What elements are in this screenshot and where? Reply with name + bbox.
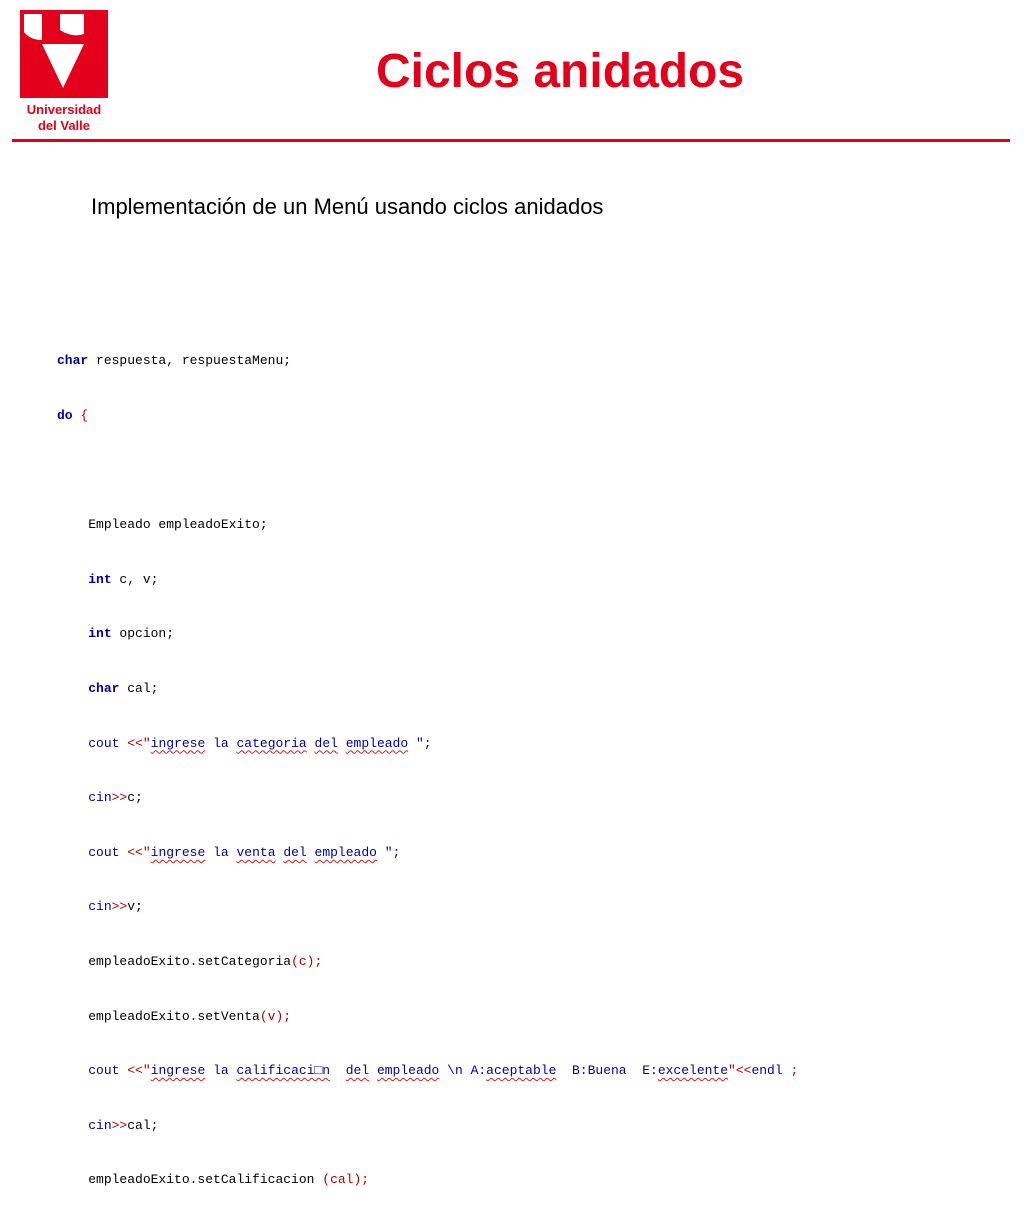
code-text: c;: [127, 790, 143, 806]
code-line: [57, 898, 997, 916]
code-operator: >>: [111, 899, 128, 915]
code-line: [57, 1062, 997, 1080]
code-operator: (v);: [259, 1008, 292, 1024]
code-block: [57, 316, 997, 1208]
code-string: la: [205, 1063, 237, 1079]
code-keyword: int: [88, 626, 112, 642]
code-text: empleadoExito.setVenta: [88, 1008, 260, 1024]
code-text: empleadoExito.setCategoria: [88, 953, 292, 969]
code-string: ingrese: [150, 844, 206, 860]
code-text: v;: [127, 899, 143, 915]
code-string: calificaci□n: [236, 1063, 331, 1079]
code-string: ingrese: [150, 735, 206, 751]
code-string: venta: [236, 844, 276, 860]
code-string: del: [283, 844, 307, 860]
code-string: [330, 1063, 346, 1078]
code-string: [338, 736, 346, 751]
code-text: opcion;: [111, 626, 175, 642]
code-string: [276, 845, 284, 860]
code-operator: >>: [111, 790, 128, 806]
code-text: cal;: [127, 1117, 159, 1133]
code-line: [57, 680, 997, 698]
code-string: [307, 845, 315, 860]
university-name: [18, 102, 110, 134]
code-line: [57, 789, 997, 807]
code-line: [57, 1008, 997, 1026]
code-operator: <<": [119, 844, 151, 860]
code-string: del: [345, 1063, 370, 1079]
code-keyword: cin: [88, 790, 112, 806]
code-line-empty: [57, 462, 997, 480]
code-keyword: cout: [88, 844, 120, 860]
code-text: {: [72, 408, 89, 423]
code-line: [57, 407, 997, 425]
code-operator: >>: [111, 1117, 128, 1133]
code-string: empleado: [345, 735, 409, 751]
code-string: B:Buena E:: [556, 1063, 658, 1079]
code-keyword: cout: [88, 735, 120, 751]
code-string: \n A:: [439, 1063, 487, 1079]
code-keyword: do: [57, 408, 73, 423]
code-operator: (cal);: [314, 1172, 370, 1188]
slide-subtitle: Implementación de un Menú usando ciclos anidados: [91, 194, 604, 219]
code-keyword: cout: [88, 1063, 120, 1079]
code-text: cal;: [119, 680, 159, 696]
code-string: ";: [408, 735, 432, 751]
code-line: [57, 735, 997, 753]
code-text: empleadoExito.setCalificacion: [88, 1172, 315, 1188]
code-operator: <<": [119, 1063, 151, 1079]
univalle-logo-icon: [20, 10, 108, 98]
code-operator: "<<: [728, 1063, 752, 1079]
code-line: [57, 953, 997, 971]
code-string: categoria: [236, 735, 307, 751]
code-keyword: cin: [88, 899, 112, 915]
code-string: excelente: [657, 1063, 729, 1079]
title-divider: [12, 139, 1010, 142]
code-string: ";: [376, 844, 401, 860]
code-line: [57, 516, 997, 534]
university-logo: [18, 10, 110, 134]
code-operator: <<": [119, 735, 151, 751]
university-name-line2: del Valle: [37, 118, 91, 133]
code-line: [57, 625, 997, 643]
code-operator: (c);: [291, 953, 323, 969]
code-line: [57, 571, 997, 589]
code-keyword: char: [88, 680, 120, 696]
code-string: [369, 1063, 377, 1078]
slide-title: Ciclos anidados: [375, 45, 745, 98]
code-text: c, v;: [111, 571, 159, 587]
code-string: ingrese: [150, 1063, 206, 1079]
code-text: respuesta, respuestaMenu;: [88, 353, 292, 369]
code-line: [57, 352, 997, 370]
code-string: empleado: [376, 1063, 440, 1079]
code-string: aceptable: [486, 1063, 557, 1079]
code-line: [57, 1117, 997, 1135]
code-string: la: [205, 844, 237, 860]
code-keyword: int: [88, 571, 112, 587]
code-operator: ;: [782, 1063, 799, 1079]
code-keyword: cin: [88, 1117, 112, 1133]
code-line: [57, 844, 997, 862]
university-name-line1: Universidad: [26, 102, 102, 117]
code-keyword: char: [57, 353, 89, 369]
code-string: empleado: [314, 844, 377, 860]
code-string: [307, 736, 315, 751]
code-keyword: endl: [751, 1063, 783, 1079]
code-text: Empleado empleadoExito;: [88, 517, 268, 533]
code-string: del: [314, 735, 338, 751]
code-string: la: [205, 735, 237, 751]
code-line: [57, 1171, 997, 1189]
